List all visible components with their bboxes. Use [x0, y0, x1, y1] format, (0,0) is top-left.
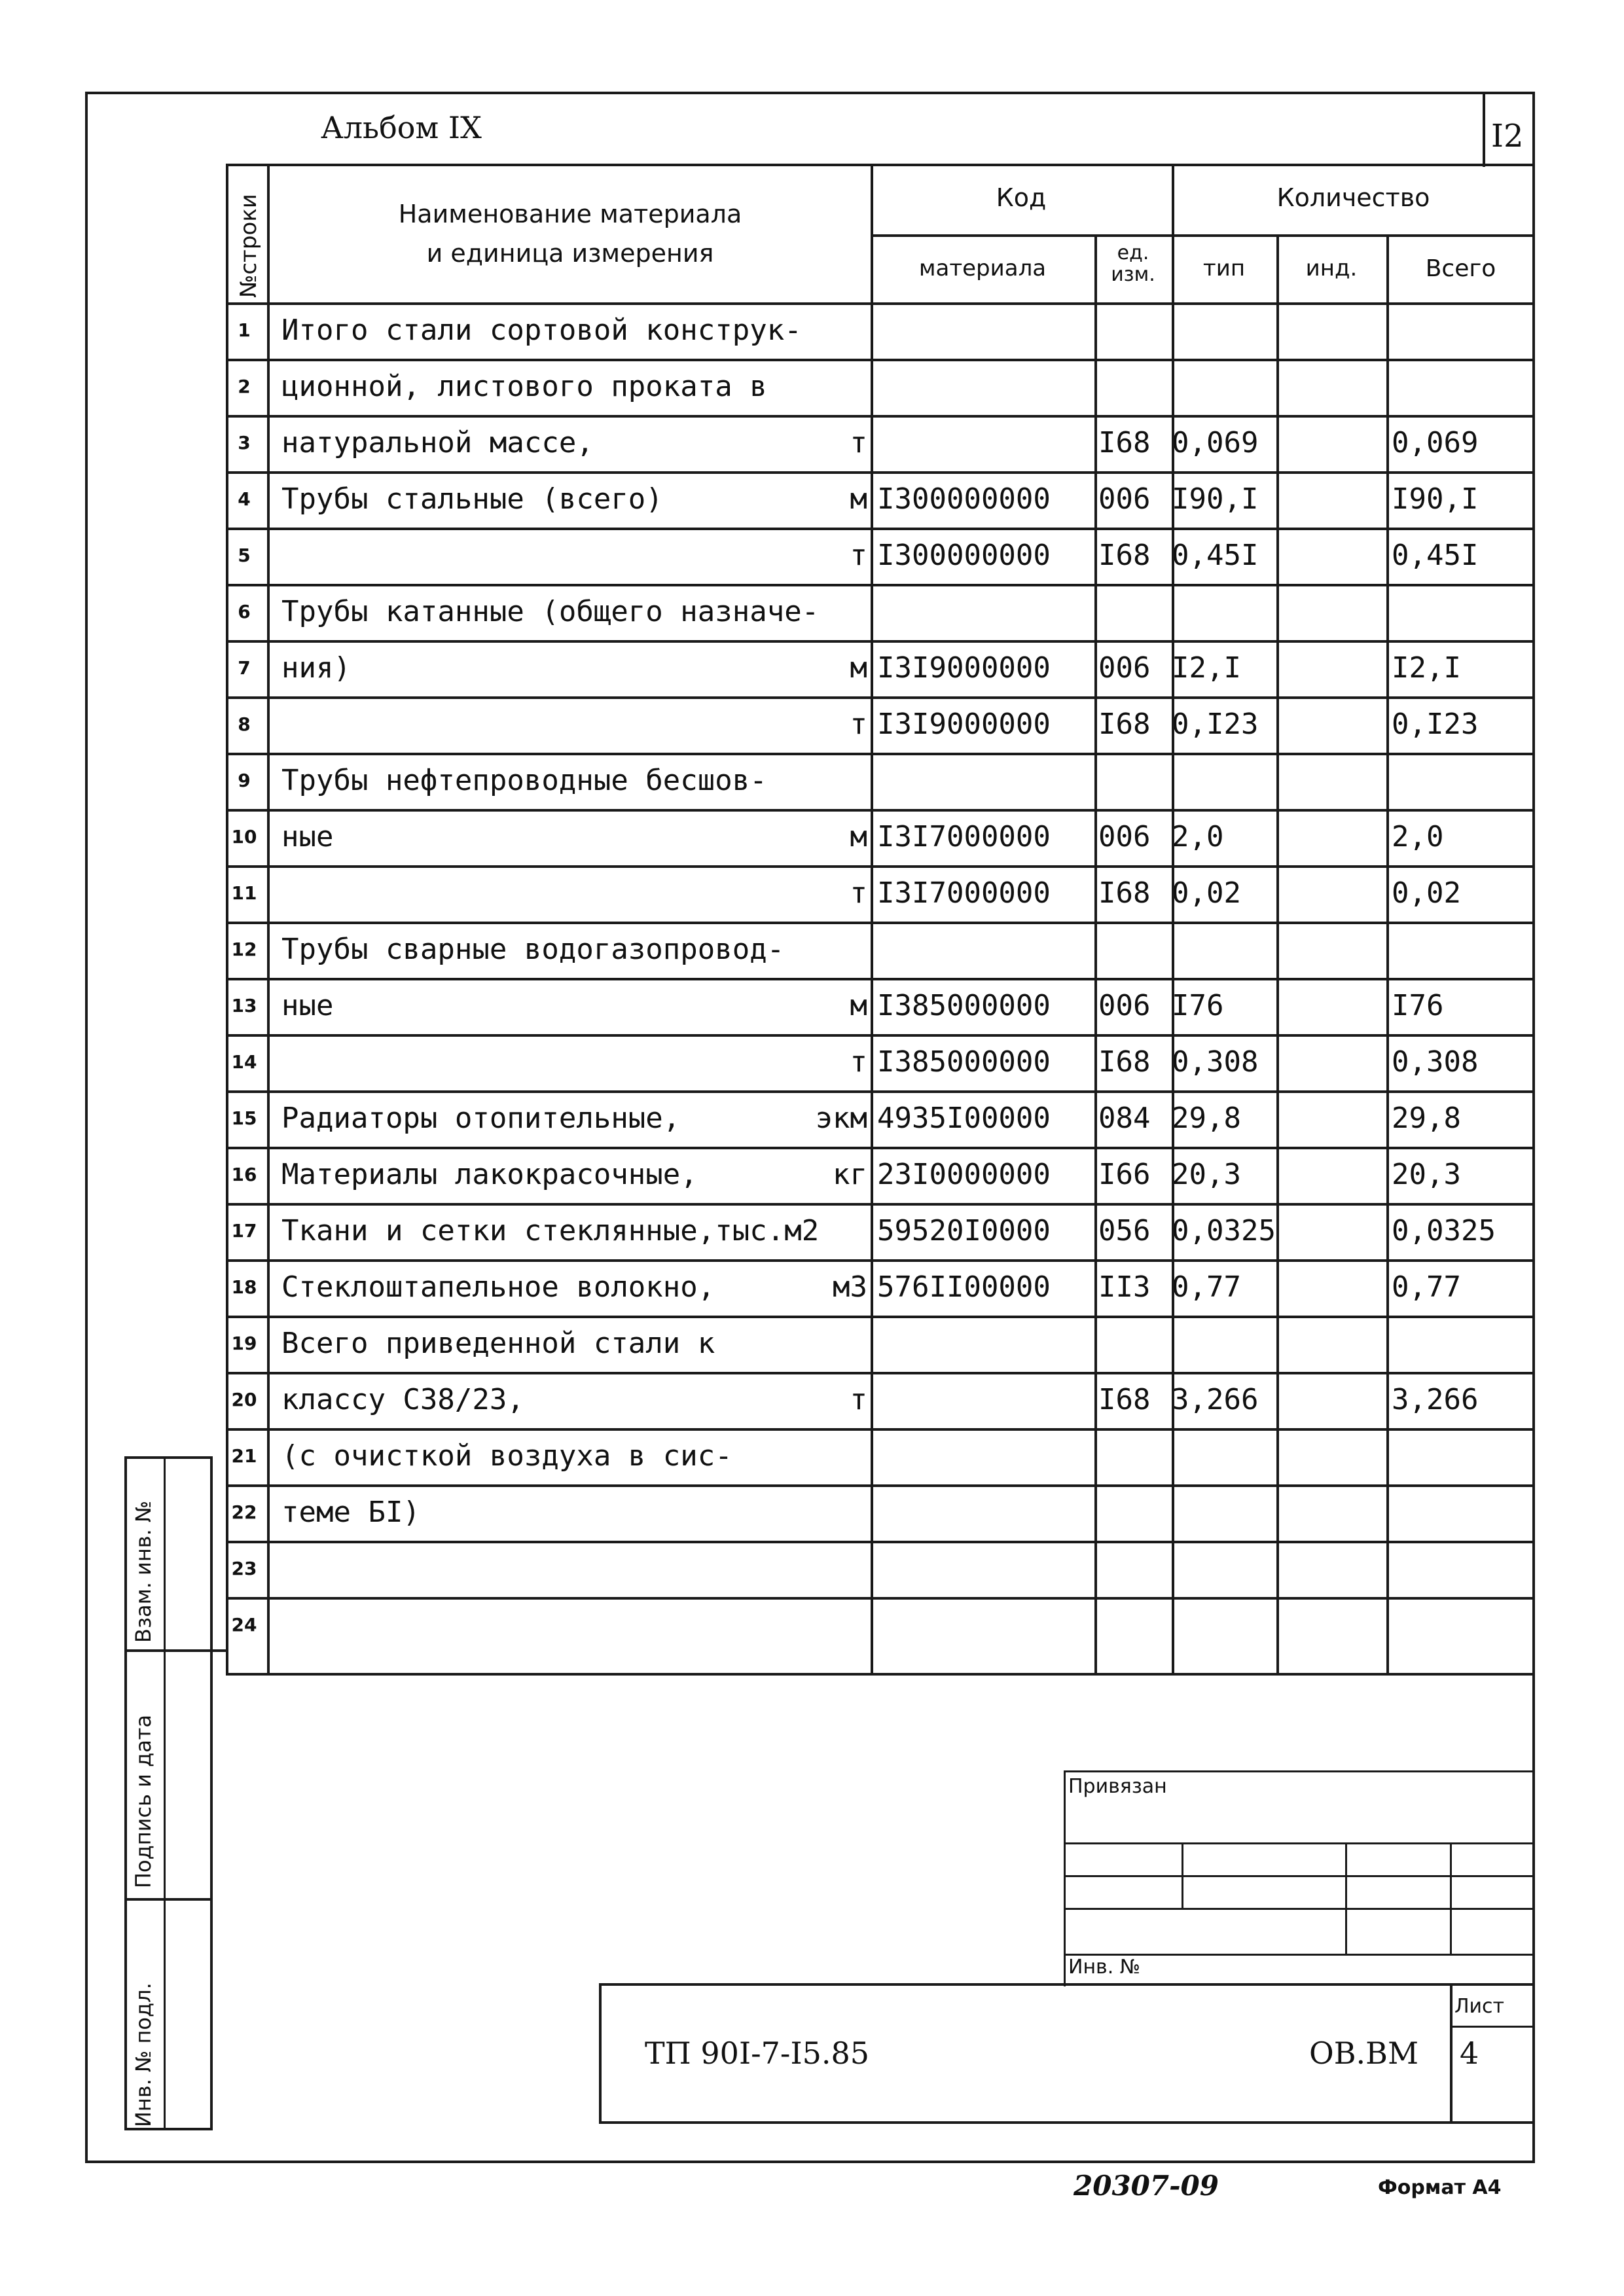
row-number: 5 — [238, 545, 251, 566]
material-code: I3I7000000 — [877, 820, 1051, 853]
row-number: 20 — [231, 1389, 257, 1410]
unit-header-line2: изм. — [1111, 263, 1155, 286]
row-number: 11 — [231, 882, 257, 904]
sheet-label: Лист — [1454, 1995, 1505, 2018]
inv-no-label: Инв. № — [1068, 1956, 1141, 1979]
measure-unit: м3 — [833, 1270, 867, 1304]
unit-code: I68 — [1098, 708, 1151, 741]
album-title: Альбом IX — [321, 110, 482, 145]
unit-code: I68 — [1098, 426, 1151, 459]
measure-unit: м — [850, 482, 867, 516]
material-name: Трубы нефтепроводные бесшов- — [281, 764, 767, 797]
privyazan-top — [1064, 1770, 1535, 1772]
material-name: Итого стали сортовой конструк- — [281, 314, 802, 347]
page-number: I2 — [1491, 118, 1524, 154]
privyazan-col-3 — [1450, 1842, 1452, 1954]
measure-unit: кг — [833, 1158, 867, 1191]
measure-unit: т — [850, 1383, 867, 1416]
row-number: 12 — [231, 939, 257, 960]
material-name: натуральной массе, — [281, 426, 594, 459]
privyazan-col-2 — [1345, 1842, 1347, 1954]
material-code: I385000000 — [877, 989, 1051, 1022]
doc-code: ТП 90I-7-I5.85 — [645, 2036, 870, 2071]
material-code: I300000000 — [877, 539, 1051, 572]
quantity-total: 0,308 — [1392, 1045, 1479, 1079]
page-number-divider — [1483, 92, 1485, 167]
unit-code: II3 — [1098, 1270, 1151, 1304]
quantity-type: 0,308 — [1172, 1045, 1259, 1079]
privyazan-line-1 — [1064, 1842, 1535, 1844]
quantity-total: 20,3 — [1392, 1158, 1461, 1191]
col-line-2 — [871, 164, 873, 1676]
podpis-data-label: Подпись и дата — [131, 1714, 156, 1888]
row-line — [226, 1597, 1535, 1600]
quantity-type: 0,45I — [1172, 539, 1259, 572]
row-number: 3 — [238, 432, 251, 454]
unit-code: 006 — [1098, 820, 1151, 853]
row-number: 9 — [238, 770, 251, 791]
quantity-total: 0,02 — [1392, 876, 1461, 910]
sheet-number: 4 — [1460, 2036, 1479, 2071]
material-name: теме БI) — [281, 1496, 420, 1529]
row-number: 23 — [231, 1558, 257, 1579]
row-number-header: №строки — [236, 194, 262, 298]
material-name: Трубы стальные (всего) — [281, 482, 663, 516]
measure-unit: м — [850, 651, 867, 685]
side-stamp-divider — [164, 1456, 166, 2130]
material-code: I3I9000000 — [877, 651, 1051, 685]
measure-unit: т — [850, 426, 867, 459]
row-number: 6 — [238, 601, 251, 622]
material-code: 576II00000 — [877, 1270, 1051, 1304]
quantity-total: 0,45I — [1392, 539, 1479, 572]
sheet-label-line — [1450, 2026, 1535, 2028]
quantity-type: 0,77 — [1172, 1270, 1241, 1304]
unit-code: 006 — [1098, 482, 1151, 516]
measure-unit: т — [850, 708, 867, 741]
quantity-type: 2,0 — [1172, 820, 1224, 853]
row-number: 16 — [231, 1164, 257, 1185]
col-line-6 — [1386, 234, 1389, 1676]
quantity-total: 3,266 — [1392, 1383, 1479, 1416]
quantity-type: 0,I23 — [1172, 708, 1259, 741]
row-number: 22 — [231, 1501, 257, 1523]
unit-code: 084 — [1098, 1102, 1151, 1135]
quantity-type: 0,069 — [1172, 426, 1259, 459]
measure-unit: экм — [815, 1102, 867, 1135]
quantity-total: 29,8 — [1392, 1102, 1461, 1135]
measure-unit: м — [850, 989, 867, 1022]
measure-unit: м — [850, 820, 867, 853]
quantity-type: I76 — [1172, 989, 1224, 1022]
sheet-col-line — [1450, 1983, 1453, 2124]
row-number: 1 — [238, 319, 251, 341]
row-number: 8 — [238, 713, 251, 735]
col-line-3 — [1094, 234, 1097, 1676]
type-header: тип — [1202, 255, 1246, 281]
material-code: 4935I00000 — [877, 1102, 1051, 1135]
quantity-total: 0,77 — [1392, 1270, 1461, 1304]
measure-unit: т — [850, 539, 867, 572]
quantity-total: I2,I — [1392, 651, 1461, 685]
material-name: ные — [281, 989, 334, 1022]
material-name: Трубы сварные водогазопровод- — [281, 933, 785, 966]
quantity-total: 2,0 — [1392, 820, 1444, 853]
unit-code: I66 — [1098, 1158, 1151, 1191]
measure-unit: т — [850, 876, 867, 910]
order-number: 20307-09 — [1074, 2170, 1219, 2202]
name-header-line1: Наименование материала — [398, 200, 742, 228]
col-line-5 — [1276, 234, 1279, 1676]
quantity-type: 29,8 — [1172, 1102, 1241, 1135]
row-number: 7 — [238, 657, 251, 679]
quantity-type: 0,02 — [1172, 876, 1241, 910]
row-number: 10 — [231, 826, 257, 848]
material-name: Трубы катанные (общего назначе- — [281, 595, 820, 628]
material-name: ные — [281, 820, 334, 853]
material-name: (с очисткой воздуха в сис- — [281, 1439, 732, 1473]
quantity-total: I76 — [1392, 989, 1444, 1022]
row-number: 18 — [231, 1276, 257, 1298]
side-stamp-line-1 — [124, 1649, 226, 1652]
row-number: 4 — [238, 488, 251, 510]
code-subheader-line — [871, 234, 1535, 237]
material-name: ционной, листового проката в — [281, 370, 767, 403]
ind-header: инд. — [1305, 255, 1358, 281]
measure-unit: т — [850, 1045, 867, 1079]
row-number: 2 — [238, 376, 251, 397]
quantity-type: 3,266 — [1172, 1383, 1259, 1416]
total-header: Всего — [1425, 255, 1496, 282]
material-code: I3I7000000 — [877, 876, 1051, 910]
material-name: Ткани и сетки стеклянные,тыс.м2 — [281, 1214, 820, 1247]
row-number: 21 — [231, 1445, 257, 1467]
quantity-total: 0,069 — [1392, 426, 1479, 459]
privyazan-label: Привязан — [1068, 1775, 1167, 1798]
material-name: Стеклоштапельное волокно, — [281, 1270, 715, 1304]
material-code: I300000000 — [877, 482, 1051, 516]
material-code: I3I9000000 — [877, 708, 1051, 741]
privyazan-line-2 — [1064, 1875, 1535, 1877]
quantity-total: 0,I23 — [1392, 708, 1479, 741]
quantity-type: I90,I — [1172, 482, 1259, 516]
row-number: 13 — [231, 995, 257, 1016]
name-header-line2: и единица измерения — [426, 239, 714, 268]
format-label: Формат А4 — [1378, 2176, 1502, 2199]
privyazan-line-3 — [1064, 1908, 1535, 1910]
row-number: 15 — [231, 1107, 257, 1129]
row-line — [226, 1541, 1535, 1543]
unit-header-line1: ед. — [1117, 242, 1149, 264]
unit-code: 056 — [1098, 1214, 1151, 1247]
side-stamp-line-2 — [124, 1898, 213, 1901]
vzam-inv-label: Взам. инв. № — [131, 1500, 156, 1643]
material-name: классу С38/23, — [281, 1383, 524, 1416]
quantity-total: 0,0325 — [1392, 1214, 1496, 1247]
material-code: 59520I0000 — [877, 1214, 1051, 1247]
inv-podl-label: Инв. № подл. — [131, 1982, 156, 2127]
quantity-header: Количество — [1276, 183, 1430, 212]
unit-code: I68 — [1098, 1383, 1151, 1416]
unit-code: I68 — [1098, 1045, 1151, 1079]
unit-code: I68 — [1098, 539, 1151, 572]
material-code: 23I0000000 — [877, 1158, 1051, 1191]
unit-code: 006 — [1098, 989, 1151, 1022]
privyazan-col-1 — [1182, 1842, 1183, 1908]
col-line-1 — [267, 164, 270, 1676]
code-header: Код — [996, 183, 1047, 212]
quantity-type: I2,I — [1172, 651, 1241, 685]
material-name: Радиаторы отопительные, — [281, 1102, 681, 1135]
material-header: материала — [918, 255, 1047, 281]
material-code: I385000000 — [877, 1045, 1051, 1079]
row-number: 19 — [231, 1333, 257, 1354]
unit-code: I68 — [1098, 876, 1151, 910]
row-number: 14 — [231, 1051, 257, 1073]
row-number: 17 — [231, 1220, 257, 1242]
material-name: Всего приведенной стали к — [281, 1327, 715, 1360]
quantity-type: 0,0325 — [1172, 1214, 1276, 1247]
material-name: ния) — [281, 651, 351, 685]
unit-code: 006 — [1098, 651, 1151, 685]
quantity-type: 20,3 — [1172, 1158, 1241, 1191]
quantity-total: I90,I — [1392, 482, 1479, 516]
row-number: 24 — [231, 1614, 257, 1636]
section-code: ОВ.ВМ — [1309, 2036, 1419, 2071]
material-name: Материалы лакокрасочные, — [281, 1158, 698, 1191]
